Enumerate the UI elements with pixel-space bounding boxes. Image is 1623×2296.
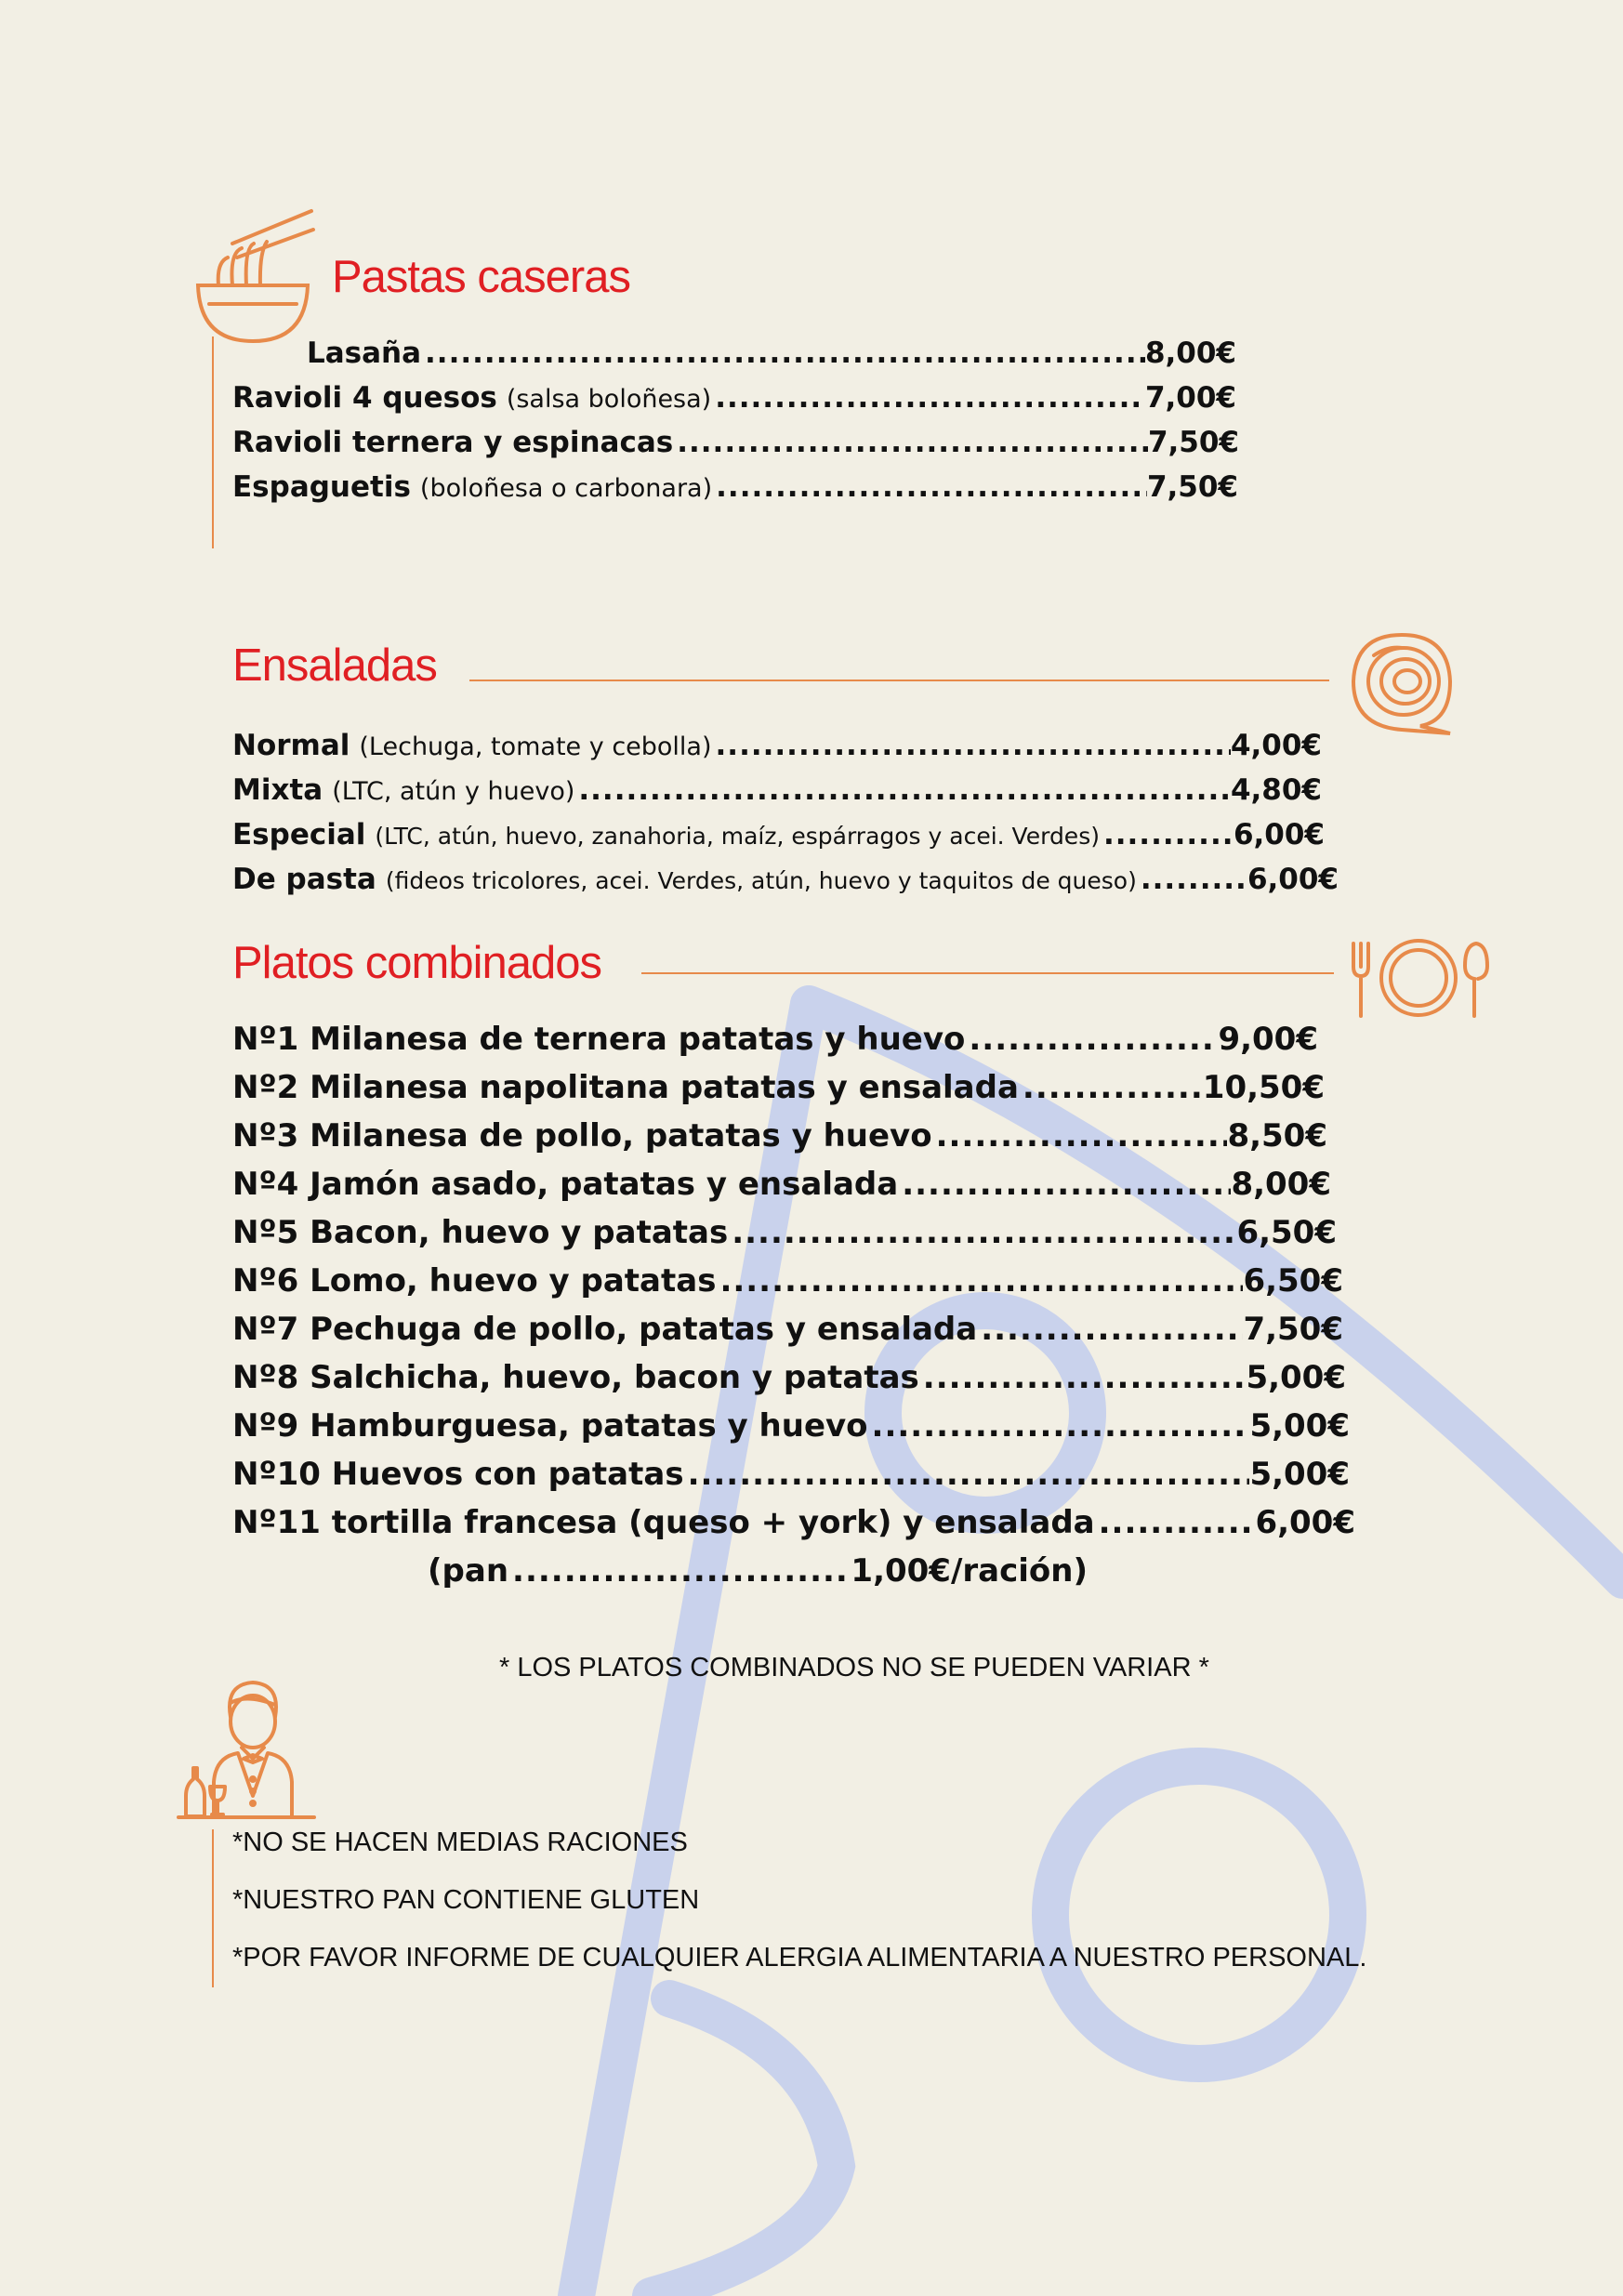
menu-item (232, 1456, 1350, 1498)
menu-item (232, 470, 1238, 508)
item-description: (boloñesa o carbonara) (419, 474, 713, 503)
menu-item (232, 1407, 1350, 1450)
menu-item (232, 1166, 1331, 1208)
item-price: 6,00€ (1255, 1504, 1355, 1541)
menu-item (232, 1117, 1327, 1160)
item-price: 5,00€ (1246, 1359, 1346, 1396)
menu-item (232, 381, 1236, 418)
menu-item (232, 773, 1322, 811)
dot-leader (688, 1456, 1250, 1493)
item-price: 4,00€ (1230, 729, 1322, 762)
item-name: Nº10 Huevos con patatas (232, 1456, 684, 1493)
bread-price (428, 1552, 1088, 1595)
dot-leader (902, 1166, 1231, 1203)
dot-leader (719, 1262, 1243, 1300)
dot-leader (1099, 1504, 1256, 1541)
dot-leader (578, 773, 1231, 807)
dot-leader (512, 1552, 851, 1590)
item-description: (LTC, atún y huevo) (332, 777, 575, 806)
menu-item (232, 863, 1339, 900)
item-name: Nº6 Lomo, huevo y patatas (232, 1262, 717, 1300)
item-price: 8,50€ (1227, 1117, 1327, 1155)
item-name: Nº7 Pechuga de pollo, patatas y ensalada (232, 1311, 978, 1348)
dot-leader (923, 1359, 1247, 1396)
item-price: 6,00€ (1247, 863, 1339, 896)
section-title-ensaladas: Ensaladas (232, 640, 437, 691)
plate-cutlery-icon (1346, 934, 1491, 1023)
menu-item (232, 1069, 1325, 1112)
menu-item (307, 336, 1236, 374)
item-description: (salsa boloñesa) (506, 385, 712, 414)
menu-item (232, 1021, 1318, 1063)
item-price: 6,50€ (1236, 1214, 1337, 1251)
dot-leader (1023, 1069, 1203, 1106)
note-line: *POR FAVOR INFORME DE CUALQUIER ALERGIA ALIMENTARIA A NUESTRO PERSONAL. (232, 1943, 1367, 1973)
item-name: Espaguetis (232, 470, 411, 504)
dot-leader (732, 1214, 1236, 1251)
item-name: Nº1 Milanesa de ternera patatas y huevo (232, 1021, 966, 1058)
note-line: *NUESTRO PAN CONTIENE GLUTEN (232, 1885, 700, 1915)
combinados-divider (641, 972, 1334, 974)
item-name: Nº9 Hamburguesa, patatas y huevo (232, 1407, 868, 1445)
item-price: 9,00€ (1218, 1021, 1318, 1058)
onion-icon (1346, 627, 1458, 737)
dot-leader (872, 1407, 1250, 1445)
dot-leader (936, 1117, 1228, 1155)
dot-leader (715, 381, 1145, 415)
item-price: 6,50€ (1243, 1262, 1343, 1300)
combinados-notice: * LOS PLATOS COMBINADOS NO SE PUEDEN VARIAR * (499, 1653, 1209, 1682)
item-price: 10,50€ (1202, 1069, 1325, 1106)
item-name: De pasta (232, 863, 376, 896)
dot-leader (1141, 863, 1247, 896)
item-name: Nº5 Bacon, huevo y patatas (232, 1214, 729, 1251)
item-price: 5,00€ (1249, 1456, 1350, 1493)
dot-leader (716, 729, 1231, 762)
ensaladas-divider (469, 680, 1329, 681)
bread-label: (pan (428, 1552, 509, 1590)
bread-price-value: 1,00€/ración) (851, 1552, 1088, 1590)
item-description: (fideos tricolores, acei. Verdes, atún, huevo y taquitos de queso) (385, 867, 1137, 894)
dot-leader (425, 336, 1145, 370)
item-price: 5,00€ (1249, 1407, 1350, 1445)
dot-leader (981, 1311, 1243, 1348)
dot-leader (677, 426, 1148, 459)
item-name: Nº2 Milanesa napolitana patatas y ensalada (232, 1069, 1019, 1106)
item-price: 8,00€ (1144, 336, 1236, 370)
item-price: 8,00€ (1231, 1166, 1331, 1203)
section-title-combinados: Platos combinados (232, 938, 602, 988)
item-price: 7,00€ (1144, 381, 1236, 415)
item-name: Normal (232, 729, 350, 762)
menu-item (232, 1504, 1355, 1547)
item-name: Lasaña (307, 336, 422, 370)
menu-item (232, 1359, 1346, 1402)
item-price: 7,50€ (1147, 426, 1239, 459)
item-price: 4,80€ (1230, 773, 1322, 807)
item-name: Especial (232, 818, 366, 851)
item-price: 7,50€ (1146, 470, 1238, 504)
item-name: Nº11 tortilla francesa (queso + york) y ensalada (232, 1504, 1095, 1541)
noodle-bowl-icon (191, 206, 316, 346)
dot-leader (969, 1021, 1218, 1058)
menu-item (232, 1262, 1343, 1305)
item-price: 6,00€ (1233, 818, 1325, 851)
item-description: (LTC, atún, huevo, zanahoria, maíz, espárragos y acei. Verdes) (375, 823, 1100, 850)
menu-item (232, 1214, 1337, 1257)
item-description: (Lechuga, tomate y cebolla) (359, 732, 712, 761)
item-name: Ravioli 4 quesos (232, 381, 497, 415)
menu-item (232, 818, 1325, 855)
section-title-pastas: Pastas caseras (332, 252, 630, 302)
item-name: Mixta (232, 773, 323, 807)
item-name: Nº8 Salchicha, huevo, bacon y patatas (232, 1359, 919, 1396)
item-name: Nº3 Milanesa de pollo, patatas y huevo (232, 1117, 932, 1155)
dot-leader (1103, 818, 1234, 851)
menu-item (232, 426, 1239, 463)
item-name: Ravioli ternera y espinacas (232, 426, 674, 459)
notes-divider (212, 1829, 214, 1987)
item-name: Nº4 Jamón asado, patatas y ensalada (232, 1166, 899, 1203)
item-price: 7,50€ (1243, 1311, 1343, 1348)
menu-item (232, 1311, 1343, 1353)
dot-leader (716, 470, 1147, 504)
menu-item (232, 729, 1322, 766)
waiter-icon (177, 1666, 316, 1819)
pastas-divider (212, 336, 214, 548)
note-line: *NO SE HACEN MEDIAS RACIONES (232, 1828, 688, 1857)
